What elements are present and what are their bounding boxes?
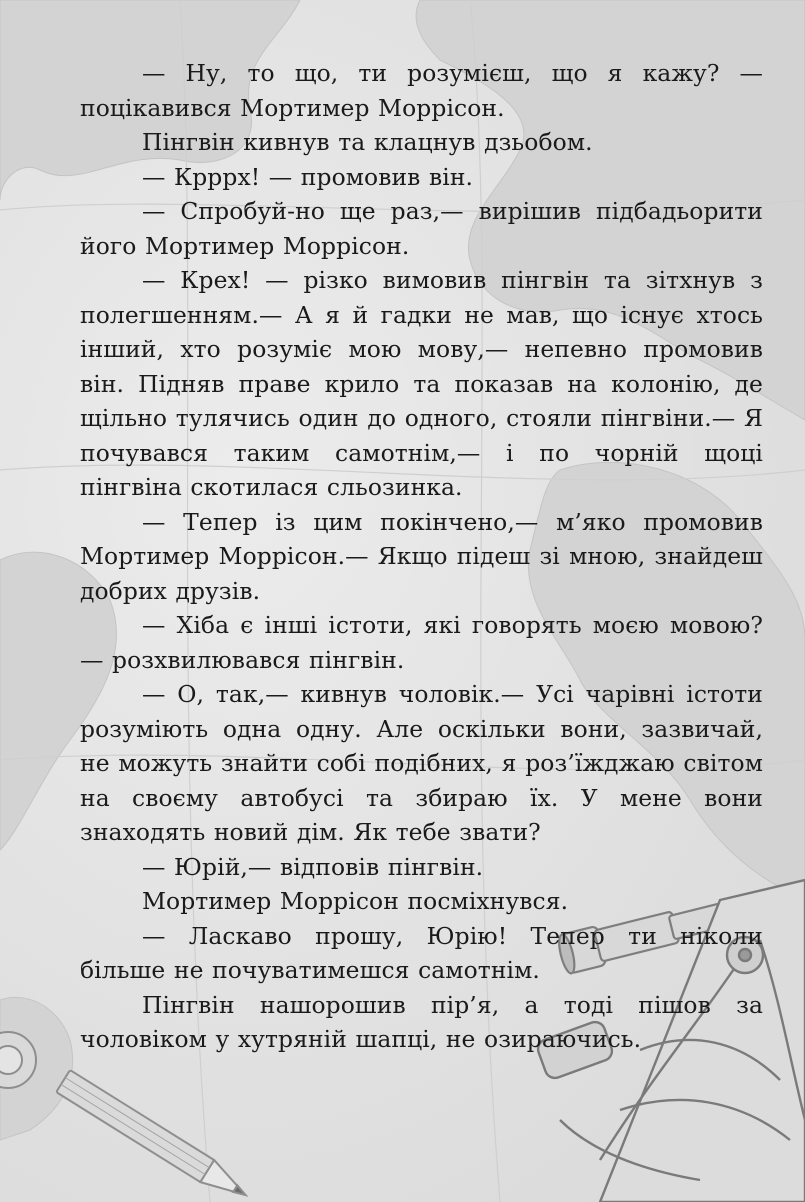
paragraph: — Юрій,— відповів пінгвін. xyxy=(142,852,484,881)
body-text xyxy=(80,56,763,1057)
paragraph: — Ну, то що, ти розумієш, що я кажу? — поцікавився Мортимер Моррісон. xyxy=(80,59,763,122)
paragraph: Пінгвін нашорошив пір’я, а тоді пішов за чоловіком у хутряній шапці, не озираючись. xyxy=(80,990,763,1053)
paragraph: — Крех! — різко вимовив пінгвін та зітхнув з полегшенням.— А я й гадки не мав, що існує хтось інший, хто розуміє мою мову,— непевно промовив він. Підняв праве крило та показав на колонію, де щільно тулячись один до одного, стояли пінгвіни.— Я почувався таким самотнім,— і по чорній щоці пінгвіна скотилася сльозинка. xyxy=(80,266,763,501)
paragraph: — Ласкаво прошу, Юрію! Тепер ти ніколи більше не почуватимешся самотнім. xyxy=(80,921,763,984)
paragraph: — Спробуй-но ще раз,— вирішив підбадьорити його Мортимер Моррісон. xyxy=(80,197,763,260)
paragraph: — Тепер із цим покінчено,— м’яко промовив Мортимер Моррісон.— Якщо підеш зі мною, знайдеш добрих друзів. xyxy=(80,507,763,605)
paragraph: — Хіба є інші істоти, які говорять моєю мовою? — розхвилювався пінгвін. xyxy=(80,611,763,674)
paragraph: Пінгвін кивнув та клацнув дзьобом. xyxy=(142,128,593,156)
paragraph: — О, так,— кивнув чоловік.— Усі чарівні істоти розуміють одна одну. Але оскільки вони, зазвичай, не можуть знайти собі подібних, я роз’їжджаю світом на своєму автобусі та збираю їх. У мене вони знаходять новий дім. Як тебе звати? xyxy=(80,680,763,846)
paragraph: Мортимер Моррісон посміхнувся. xyxy=(142,887,569,915)
paragraph: — Кррpх! — промовив він. xyxy=(142,162,474,191)
pencil-icon xyxy=(56,1070,252,1202)
